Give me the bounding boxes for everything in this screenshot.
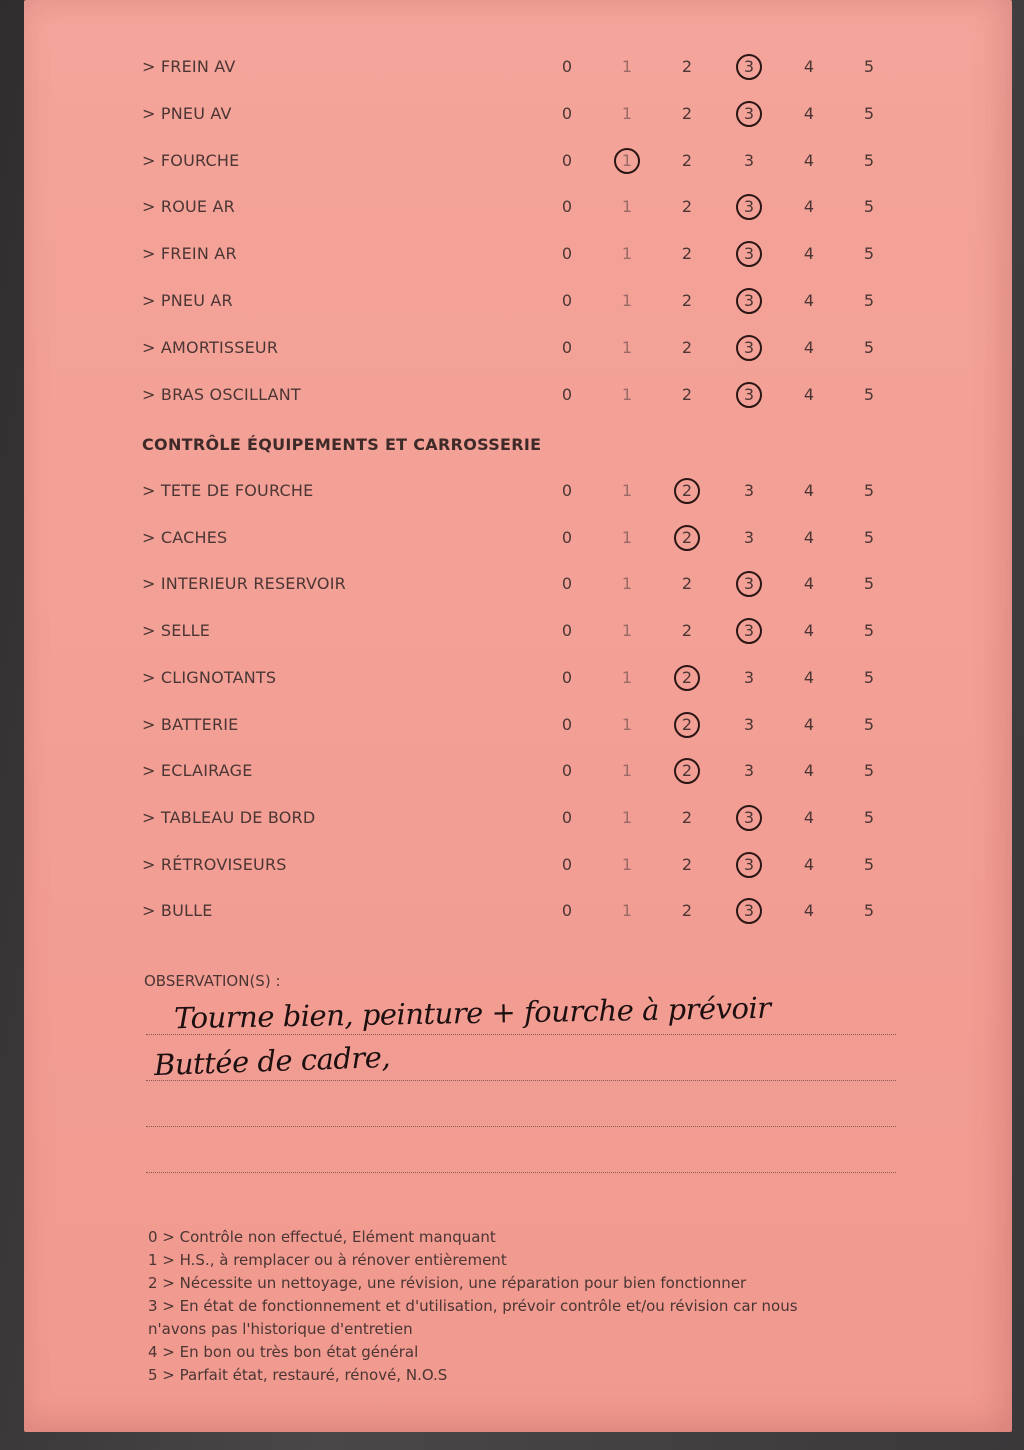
- selected-score-circle: [674, 758, 700, 784]
- score-3: 3: [743, 337, 755, 357]
- score-4: 4: [803, 621, 815, 641]
- checklist-row: [24, 896, 1012, 926]
- score-0: 0: [561, 384, 573, 404]
- score-5: 5: [863, 481, 875, 500]
- observations-label: OBSERVATION(S) :: [144, 972, 281, 990]
- row-label: > BRAS OSCILLANT: [142, 384, 301, 404]
- score-2: 2: [681, 807, 693, 827]
- row-label: > CACHES: [142, 527, 228, 547]
- score-0: 0: [561, 481, 573, 500]
- score-5: 5: [863, 807, 875, 827]
- score-0: 0: [561, 527, 573, 547]
- row-label: > AMORTISSEUR: [142, 337, 279, 357]
- score-3: 3: [743, 527, 755, 547]
- score-1: 1: [621, 854, 633, 874]
- selected-score-circle: [736, 54, 762, 80]
- score-0: 0: [561, 103, 573, 123]
- score-4: 4: [803, 901, 815, 921]
- score-2: 2: [681, 197, 693, 217]
- checklist-row: [24, 380, 1012, 410]
- score-1: 1: [621, 291, 633, 310]
- score-4: 4: [803, 197, 815, 217]
- legend-line: 5 > Parfait état, restauré, rénové, N.O.S: [148, 1366, 448, 1384]
- row-label: > SELLE: [142, 621, 211, 641]
- legend-line: 1 > H.S., à remplacer ou à rénover entièrement: [148, 1251, 507, 1269]
- score-1: 1: [621, 57, 633, 76]
- score-2: 2: [681, 574, 693, 594]
- score-0: 0: [561, 197, 573, 217]
- checklist-row: [24, 850, 1012, 880]
- selected-score-circle: [674, 478, 700, 504]
- score-0: 0: [561, 761, 573, 781]
- checklist-row: [24, 286, 1012, 316]
- selected-score-circle: [736, 805, 762, 831]
- score-4: 4: [803, 291, 815, 310]
- row-label: > ROUE AR: [142, 197, 235, 217]
- score-3: 3: [743, 574, 755, 594]
- checklist-row: [24, 52, 1012, 82]
- score-2: 2: [681, 714, 693, 734]
- score-1: 1: [621, 244, 633, 264]
- score-5: 5: [863, 901, 875, 921]
- score-3: 3: [743, 384, 755, 404]
- checklist-row: [24, 710, 1012, 740]
- selected-score-circle: [736, 335, 762, 361]
- score-0: 0: [561, 291, 573, 310]
- score-4: 4: [803, 714, 815, 734]
- score-2: 2: [681, 150, 693, 170]
- score-5: 5: [863, 103, 875, 123]
- score-3: 3: [743, 901, 755, 921]
- checklist-row: [24, 803, 1012, 833]
- score-5: 5: [863, 527, 875, 547]
- score-3: 3: [743, 761, 755, 781]
- observation-line-1: [146, 1034, 896, 1035]
- score-5: 5: [863, 384, 875, 404]
- row-label: > CLIGNOTANTS: [142, 667, 277, 687]
- score-3: 3: [743, 244, 755, 264]
- score-0: 0: [561, 57, 573, 76]
- score-2: 2: [681, 481, 693, 500]
- checklist-row: [24, 523, 1012, 553]
- observation-handwriting-2: Buttée de cadre,: [153, 1039, 391, 1083]
- score-1: 1: [621, 337, 633, 357]
- score-2: 2: [681, 384, 693, 404]
- score-0: 0: [561, 854, 573, 874]
- legend-line: 2 > Nécessite un nettoyage, une révision, une réparation pour bien fonctionner: [148, 1274, 747, 1292]
- score-3: 3: [743, 667, 755, 687]
- score-5: 5: [863, 57, 875, 76]
- row-label: > BULLE: [142, 901, 213, 921]
- score-2: 2: [681, 103, 693, 123]
- row-label: > RÉTROVISEURS: [142, 854, 287, 874]
- row-label: > ECLAIRAGE: [142, 761, 253, 781]
- score-4: 4: [803, 527, 815, 547]
- score-4: 4: [803, 854, 815, 874]
- score-3: 3: [743, 714, 755, 734]
- legend-line: 0 > Contrôle non effectué, Elément manquant: [148, 1228, 496, 1246]
- checklist-row: [24, 192, 1012, 222]
- score-4: 4: [803, 337, 815, 357]
- score-0: 0: [561, 621, 573, 641]
- inspection-sheet: [24, 0, 1012, 1432]
- score-1: 1: [621, 667, 633, 687]
- score-4: 4: [803, 574, 815, 594]
- score-0: 0: [561, 714, 573, 734]
- score-3: 3: [743, 291, 755, 310]
- score-1: 1: [621, 574, 633, 594]
- row-label: > TETE DE FOURCHE: [142, 481, 314, 500]
- selected-score-circle: [736, 288, 762, 314]
- score-2: 2: [681, 291, 693, 310]
- row-label: > BATTERIE: [142, 714, 239, 734]
- score-4: 4: [803, 667, 815, 687]
- score-0: 0: [561, 807, 573, 827]
- checklist-row: [24, 663, 1012, 693]
- checklist-row: [24, 569, 1012, 599]
- score-4: 4: [803, 103, 815, 123]
- score-3: 3: [743, 197, 755, 217]
- score-1: 1: [621, 103, 633, 123]
- row-label: > FREIN AR: [142, 244, 237, 264]
- score-0: 0: [561, 574, 573, 594]
- score-2: 2: [681, 57, 693, 76]
- score-2: 2: [681, 854, 693, 874]
- score-2: 2: [681, 244, 693, 264]
- row-label: > TABLEAU DE BORD: [142, 807, 316, 827]
- score-3: 3: [743, 481, 755, 500]
- checklist-row: [24, 616, 1012, 646]
- section-heading: CONTRÔLE ÉQUIPEMENTS ET CARROSSERIE: [142, 435, 542, 454]
- legend-line: 4 > En bon ou très bon état général: [148, 1343, 419, 1361]
- score-4: 4: [803, 481, 815, 500]
- score-1: 1: [621, 621, 633, 641]
- score-1: 1: [621, 150, 633, 170]
- score-2: 2: [681, 761, 693, 781]
- legend-line: n'avons pas l'historique d'entretien: [148, 1320, 413, 1338]
- score-0: 0: [561, 667, 573, 687]
- score-1: 1: [621, 481, 633, 500]
- score-0: 0: [561, 150, 573, 170]
- checklist-row: [24, 99, 1012, 129]
- score-1: 1: [621, 714, 633, 734]
- score-3: 3: [743, 621, 755, 641]
- selected-score-circle: [674, 525, 700, 551]
- score-5: 5: [863, 621, 875, 641]
- selected-score-circle: [736, 101, 762, 127]
- score-1: 1: [621, 807, 633, 827]
- row-label: > INTERIEUR RESERVOIR: [142, 574, 346, 594]
- score-2: 2: [681, 667, 693, 687]
- row-label: > PNEU AV: [142, 103, 232, 123]
- row-label: > FREIN AV: [142, 57, 236, 76]
- selected-score-circle: [736, 618, 762, 644]
- score-1: 1: [621, 761, 633, 781]
- score-5: 5: [863, 197, 875, 217]
- selected-score-circle: [674, 665, 700, 691]
- score-3: 3: [743, 57, 755, 76]
- score-2: 2: [681, 337, 693, 357]
- score-3: 3: [743, 807, 755, 827]
- score-4: 4: [803, 807, 815, 827]
- score-0: 0: [561, 901, 573, 921]
- score-5: 5: [863, 244, 875, 264]
- score-3: 3: [743, 854, 755, 874]
- observation-line-4: [146, 1172, 896, 1173]
- score-0: 0: [561, 337, 573, 357]
- legend-line: 3 > En état de fonctionnement et d'utilisation, prévoir contrôle et/ou révision car nous: [148, 1297, 798, 1315]
- score-4: 4: [803, 150, 815, 170]
- score-2: 2: [681, 527, 693, 547]
- score-1: 1: [621, 197, 633, 217]
- row-label: > FOURCHE: [142, 150, 240, 170]
- checklist-row: [24, 756, 1012, 786]
- score-4: 4: [803, 384, 815, 404]
- score-1: 1: [621, 527, 633, 547]
- score-0: 0: [561, 244, 573, 264]
- score-4: 4: [803, 57, 815, 76]
- score-5: 5: [863, 761, 875, 781]
- checklist-row: [24, 333, 1012, 363]
- selected-score-circle: [614, 148, 640, 174]
- score-4: 4: [803, 761, 815, 781]
- score-5: 5: [863, 574, 875, 594]
- observation-line-3: [146, 1126, 896, 1127]
- score-5: 5: [863, 337, 875, 357]
- checklist-row: [24, 476, 1012, 506]
- score-5: 5: [863, 150, 875, 170]
- score-1: 1: [621, 384, 633, 404]
- score-4: 4: [803, 244, 815, 264]
- observation-line-2: [146, 1080, 896, 1081]
- score-5: 5: [863, 854, 875, 874]
- score-1: 1: [621, 901, 633, 921]
- observation-handwriting-1: Tourne bien, peinture + fourche à prévoir: [173, 990, 771, 1036]
- selected-score-circle: [736, 241, 762, 267]
- score-3: 3: [743, 103, 755, 123]
- selected-score-circle: [736, 382, 762, 408]
- selected-score-circle: [736, 852, 762, 878]
- row-label: > PNEU AR: [142, 291, 233, 310]
- checklist-row: [24, 239, 1012, 269]
- score-2: 2: [681, 621, 693, 641]
- selected-score-circle: [674, 712, 700, 738]
- score-5: 5: [863, 667, 875, 687]
- score-2: 2: [681, 901, 693, 921]
- score-5: 5: [863, 291, 875, 310]
- score-5: 5: [863, 714, 875, 734]
- score-3: 3: [743, 150, 755, 170]
- checklist-row: [24, 146, 1012, 176]
